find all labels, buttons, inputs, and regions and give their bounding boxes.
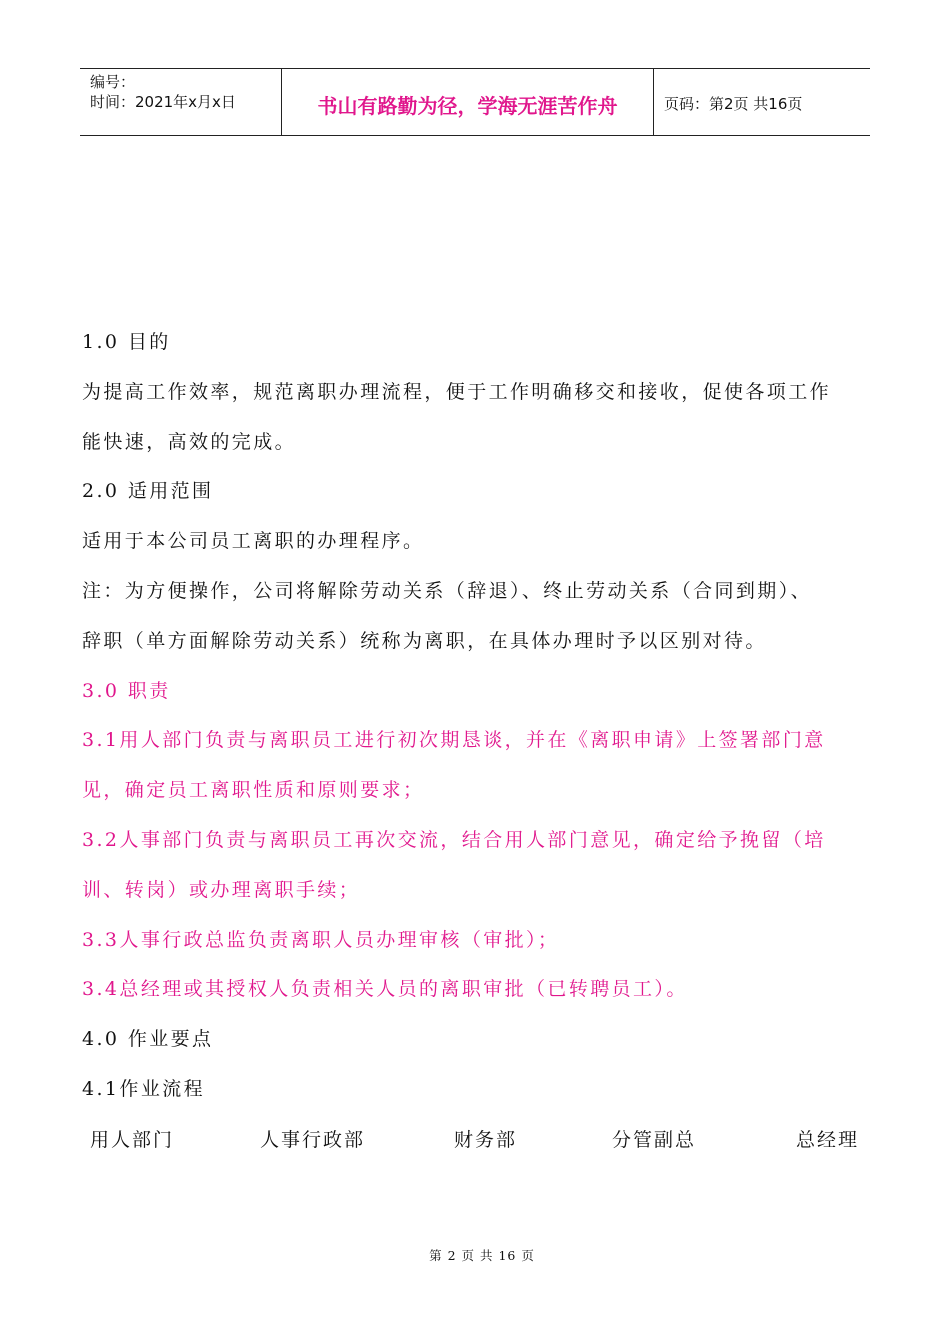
body-line: 4.1作业流程: [82, 1077, 206, 1100]
body-line: 3.3人事行政总监负责离职人员办理审核（审批）；: [82, 928, 560, 951]
body-line: 3.1用人部门负责与离职员工进行初次期恳谈，并在《离职申请》上签署部门意: [82, 729, 826, 752]
number-label: 编号：: [90, 73, 136, 91]
body-line: 辞职（单方面解除劳动关系）统称为离职，在具体办理时予以区别对待。: [82, 629, 767, 652]
page-footer: 第 2 页 共 16 页: [429, 1248, 535, 1263]
body-line: 见，确定员工离职性质和原则要求；: [82, 779, 425, 802]
header-page-info: 页码：第2页 共16页: [664, 94, 803, 113]
body-line: 2.0 适用范围: [82, 480, 214, 503]
flow-column-general-manager: 总经理: [796, 1129, 860, 1151]
body-line: 训、转岗）或办理离职手续；: [82, 878, 361, 901]
time-label: 时间：2021年x月x日: [90, 93, 236, 111]
flow-column-user-dept: 用人部门: [90, 1129, 175, 1151]
document-header: [80, 68, 870, 136]
flow-column-vice-president: 分管副总: [612, 1129, 697, 1151]
body-line: 能快速，高效的完成。: [82, 430, 297, 453]
body-line: 3.2人事部门负责与离职员工再次交流，结合用人部门意见，确定给予挽留（培: [82, 828, 826, 851]
body-line: 为提高工作效率，规范离职办理流程，便于工作明确移交和接收，促使各项工作: [82, 380, 832, 403]
body-line: 3.0 职责: [82, 679, 171, 702]
body-line: 1.0 目的: [82, 331, 171, 353]
header-motto: 书山有路勤为径，学海无涯苦作舟: [282, 69, 654, 135]
body-line: 注：为方便操作，公司将解除劳动关系（辞退）、终止劳动关系（合同到期）、: [82, 579, 813, 602]
flow-column-headers: [0, 1125, 950, 1155]
document-body: [82, 318, 872, 1115]
body-line: 3.4总经理或其授权人负责相关人员的离职审批（已转聘员工）。: [82, 978, 688, 1001]
flow-column-finance: 财务部: [454, 1129, 518, 1151]
body-line: 适用于本公司员工离职的办理程序。: [82, 530, 425, 553]
header-meta-cell: [80, 69, 282, 135]
flow-column-hr-admin: 人事行政部: [260, 1129, 366, 1151]
body-line: 4.0 作业要点: [82, 1028, 214, 1051]
